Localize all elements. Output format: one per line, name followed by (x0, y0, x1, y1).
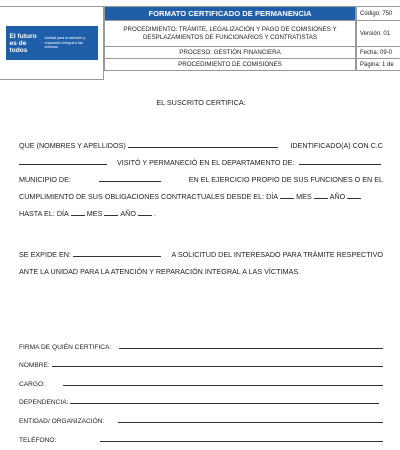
signature-field[interactable] (119, 348, 383, 349)
header-title-block (104, 6, 356, 80)
functions-text: EN EL EJERCICIO PROPIO DE SUS FUNCIONES O EN EL (188, 175, 383, 184)
entity-row (19, 406, 383, 425)
line-municipality (19, 167, 383, 184)
line-unit (19, 259, 383, 276)
to-month-label: MES (86, 209, 103, 218)
procedure-name: PROCEDIMIENTO DE COMISIONES (104, 58, 356, 71)
dependency-field[interactable] (70, 403, 379, 404)
line-department (19, 150, 383, 167)
line-names (19, 133, 383, 150)
issuance-paragraph (19, 242, 383, 276)
document-header (0, 6, 400, 80)
dependency-label: DEPENDENCIA: (19, 399, 69, 407)
signature-block (19, 332, 383, 444)
procedure-subtitle: PROCEDIMIENTO: TRÁMITE, LEGALIZACIÓN Y PAGO DE COMISIONES Y DESPLAZAMIENTOS DE FUNCIONARIOS Y CONTRATISTAS (104, 20, 356, 47)
phone-row (19, 425, 383, 444)
municipality-label: MUNICIPIO DE: (19, 175, 71, 184)
signature-label: FIRMA DE QUIÉN CERTIFICA: (19, 343, 112, 351)
to-day-field[interactable] (71, 215, 85, 216)
to-date-period: . (153, 209, 156, 218)
from-month-field[interactable] (314, 198, 328, 199)
position-row (19, 369, 383, 388)
entity-field[interactable] (118, 422, 383, 423)
line-from-date (19, 184, 383, 201)
to-year-field[interactable] (138, 215, 152, 216)
header-meta-block (356, 6, 400, 80)
logo-cell (0, 6, 104, 80)
unit-text: ANTE LA UNIDAD PARA LA ATENCIÓN Y REPARACIÓN INTEGRAL A LAS VÍCTIMAS. (19, 267, 301, 276)
certificate-body (19, 98, 383, 276)
name-field[interactable] (52, 366, 383, 367)
to-day-label: HASTA EL: DÍA (19, 209, 69, 218)
id-label: IDENTIFICADO(A) CON C.C (290, 141, 383, 150)
line-to-date (19, 201, 383, 218)
form-title: FORMATO CERTIFICADO DE PERMANENCIA (104, 6, 356, 21)
line-issued-in (19, 242, 383, 259)
signature-row (19, 332, 383, 351)
department-label: VISITÓ Y PERMANECIÓ EN EL DEPARTAMENTO DE: (117, 158, 295, 167)
name-row (19, 351, 383, 370)
from-year-field[interactable] (347, 198, 361, 199)
issued-in-label: SE EXPIDE EN: (19, 250, 71, 259)
logo-text-main: El futuro es de todos (9, 32, 37, 54)
id-number-field[interactable] (19, 164, 107, 165)
municipality-field[interactable] (99, 181, 161, 182)
organization-logo (6, 26, 98, 60)
phone-label: TELÉFONO: (19, 436, 57, 444)
certifies-heading: EL SUSCRITO CERTIFICA: (156, 98, 246, 107)
dependency-row (19, 388, 383, 407)
department-field[interactable] (299, 164, 381, 165)
names-label: QUE (NOMBRES Y APELLIDOS) (19, 141, 126, 150)
to-month-field[interactable] (104, 215, 118, 216)
doc-version: Versión: 01 (356, 20, 400, 47)
entity-label: ENTIDAD/ ORGANIZACIÓN: (19, 417, 105, 425)
name-label: NOMBRE: (19, 362, 50, 370)
logo-text-sub: Unidad para la atención y reparación integral a las víctimas (44, 36, 86, 50)
position-label: CARGO: (19, 380, 46, 388)
doc-date: Fecha: 09-0 (356, 46, 400, 59)
issued-in-field[interactable] (73, 256, 161, 257)
from-day-field[interactable] (280, 198, 294, 199)
request-text: A SOLICITUD DEL INTERESADO PARA TRÁMITE RESPECTIVO (171, 250, 383, 259)
doc-code: Código: 750 (356, 6, 400, 21)
from-year-label: AÑO (329, 192, 346, 201)
phone-field[interactable] (100, 441, 383, 442)
from-month-label: MES (296, 192, 312, 201)
to-year-label: AÑO (120, 209, 136, 218)
doc-page: Página: 1 de (356, 58, 400, 71)
process-name: PROCESO: GESTIÓN FINANCIERA (104, 46, 356, 59)
names-field[interactable] (128, 147, 278, 148)
from-day-label: CUMPLIMIENTO DE SUS OBLIGACIONES CONTRACTUALES DESDE EL: DÍA (19, 192, 279, 201)
position-field[interactable] (63, 385, 383, 386)
